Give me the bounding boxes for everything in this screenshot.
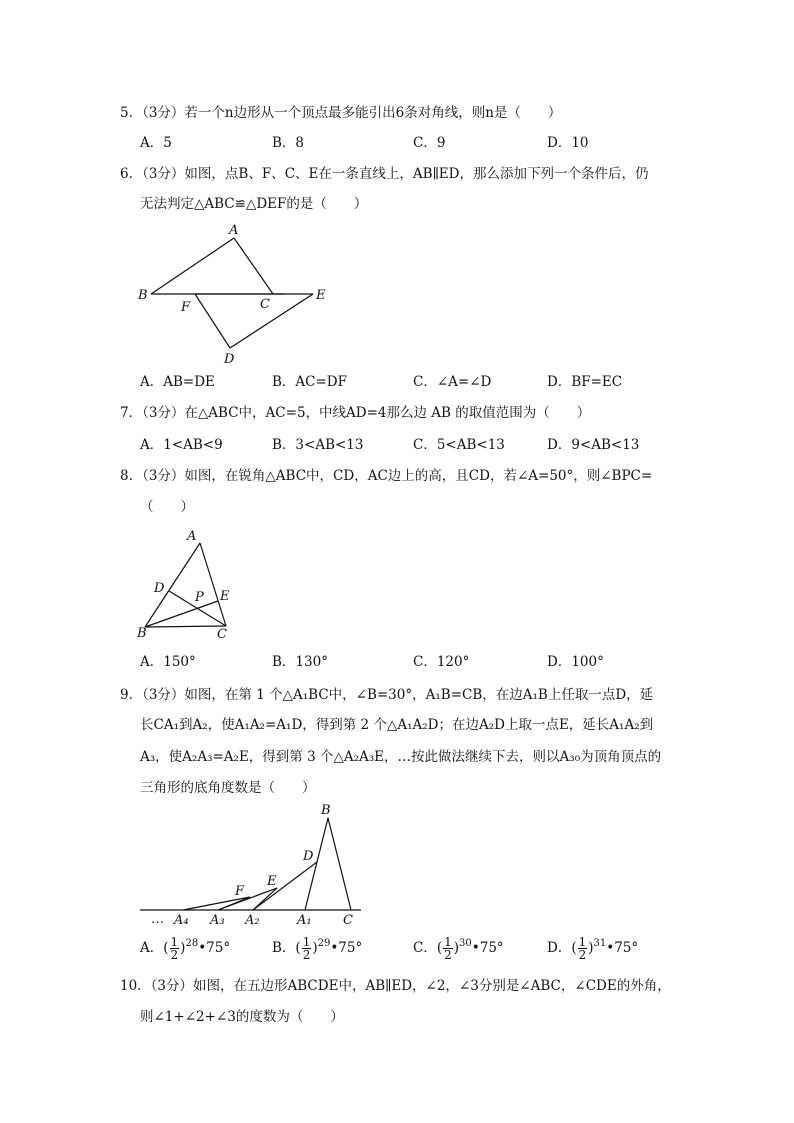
q6-stem-line2: 无法判定△ABC≌△DEF的是（ ） [140,196,368,212]
q9-figure [135,800,375,930]
q8-line-ac [200,543,226,626]
q9-stem-line1: 9．（3分）如图，在第 1 个△A₁BC中，∠B=30°，A₁B=CB，在边A₁B上任取一点D，延 [120,687,654,703]
q8-label-a: A [187,529,197,544]
q9-line-bc [328,818,351,910]
q6-option-c[interactable]: C．∠A=∠D [413,374,492,390]
q6-options [140,373,700,391]
q9-option-d[interactable]: D．( $\frac{1}{2}$ )$^{31}$•75° [547,935,639,962]
q9-stem-line3: A₃，使A₂A₃=A₂E，得到第 3 个△A₂A₃E，…按此做法继续下去，则以A₃₀为顶角顶点的 [140,749,662,765]
q7-option-a[interactable]: A．1<AB<9 [140,437,223,453]
q9-option-b[interactable]: B．( $\frac{1}{2}$ )$^{29}$•75° [272,935,363,962]
q9-label-f: F [235,884,245,899]
q9-label-dots: … [151,912,164,927]
q8-label-e: E [220,589,230,604]
q8-label-b: B [137,626,147,641]
q5-options [140,134,700,152]
q8-option-c[interactable]: C．120° [413,654,470,670]
q8-option-d[interactable]: D．100° [547,654,604,670]
q8-figure [130,525,250,645]
q6-label-b: B [138,288,148,303]
q6-stem-line1: 6．（3分）如图，点B、F、C、E在一条直线上，AB∥ED，那么添加下列一个条件后，仍 [120,166,649,182]
q8-option-a[interactable]: A．150° [140,654,196,670]
q9-label-a2: A₂ [245,913,260,928]
q9-line-a3f [218,897,250,910]
q7-option-b[interactable]: B．3<AB<13 [272,437,364,453]
q7-option-c[interactable]: C．5<AB<13 [413,437,505,453]
q8-line-bc [145,626,226,627]
q9-label-b: B [321,803,331,818]
q9-options [140,936,700,962]
q5-stem: 5．（3分）若一个n边形从一个顶点最多能引出6条对角线，则n是（ ） [120,105,562,121]
q6-label-c: C [260,297,270,312]
q8-label-c: C [217,627,227,642]
q6-figure [130,220,340,370]
q8-options [140,653,700,671]
q7-option-d[interactable]: D．9<AB<13 [547,437,640,453]
q6-label-f: F [181,300,191,315]
q6-label-d: D [224,352,235,367]
q8-stem-line2: （ ） [140,499,194,515]
q7-stem: 7．（3分）在△ABC中，AC=5，中线AD=4那么边 AB 的取值范围为（ ） [120,405,591,421]
q9-label-a3: A₃ [210,913,225,928]
q5-option-a[interactable]: A．5 [140,135,172,151]
q7-options [140,436,700,454]
q6-option-a[interactable]: A．AB=DE [140,374,215,390]
q6-line-de [230,294,313,348]
q5-option-b[interactable]: B．8 [272,135,305,151]
q8-label-d: D [154,581,165,596]
q6-line-fd [195,294,230,348]
q6-line-ac [234,238,273,294]
q6-label-e: E [316,288,326,303]
q6-option-d[interactable]: D．BF=EC [547,374,623,390]
q9-option-c[interactable]: C．( $\frac{1}{2}$ )$^{30}$•75° [413,935,504,962]
q9-label-d: D [303,849,314,864]
q9-line-a1b [305,818,328,910]
q9-label-a4: A₄ [174,913,189,928]
q6-line-ab [151,238,234,294]
q9-label-c: C [343,913,353,928]
q8-label-p: P [195,590,204,605]
q10-stem-line2: 则∠1+∠2+∠3的度数为（ ） [140,1009,344,1025]
q5-option-d[interactable]: D．10 [547,135,589,151]
q6-label-a: A [229,223,239,238]
q9-label-a1: A₁ [297,913,312,928]
q8-option-b[interactable]: B．130° [272,654,328,670]
q5-option-c[interactable]: C．9 [413,135,446,151]
q8-stem-line1: 8．（3分）如图，在锐角△ABC中，CD，AC边上的高，且CD，若∠A=50°，则∠BPC= [120,468,653,484]
q6-option-b[interactable]: B．AC=DF [272,374,348,390]
q9-stem-line4: 三角形的底角度数是（ ） [140,780,316,796]
q9-option-a[interactable]: A．( $\frac{1}{2}$ )$^{28}$•75° [140,935,231,962]
q9-stem-line2: 长CA₁到A₂，使A₁A₂=A₁D，得到第 2 个△A₁A₂D；在边A₂D上取一点E，延长A₁A₂到 [140,717,654,733]
q9-line-a2e [253,888,277,910]
q10-stem-line1: 10．（3分）如图，在五边形ABCDE中，AB∥ED，∠2，∠3分别是∠ABC，∠CDE的外角， [120,978,671,994]
q9-label-e: E [267,874,277,889]
